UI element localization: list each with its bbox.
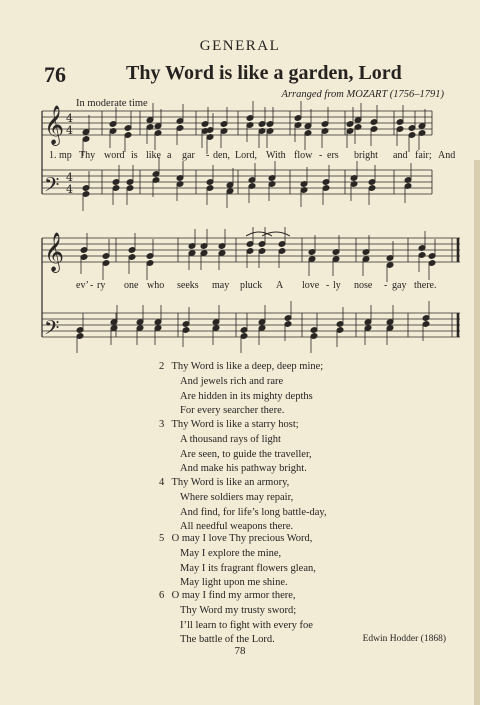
lyric-syllable: - [319, 150, 323, 161]
lyric-syllable: gar [182, 150, 195, 161]
hymn-number: 76 [44, 62, 66, 87]
treble-clef-icon: 𝄞 [44, 232, 65, 272]
stanza-number: 3 [159, 419, 165, 430]
page-number: 78 [234, 645, 246, 657]
stanza-number: 4 [159, 477, 165, 488]
stanza-number: 5 [159, 533, 165, 544]
lyric-syllable: flow [294, 150, 313, 161]
slur [246, 232, 272, 236]
stanza-2: 2 Thy Word is like a deep, deep mine; And jewels rich and rare Are hidden in its mighty depths For every searcher there. [159, 361, 324, 417]
lyric-syllable: one [124, 280, 139, 291]
stanza-4: 4 Thy Word is like an armory, Where soldiers may repair, And find, for life’s long battle-day, All needful weapons there. [159, 477, 327, 533]
stanza-number: 2 [159, 361, 165, 372]
lyric-syllable: ry [97, 280, 106, 291]
stanza-3: 3 Thy Word is like a starry host; A thousand rays of light Are seen, to guide the traveller, And make his pathway bright. [159, 419, 312, 475]
lyric-syllable: may [212, 280, 230, 291]
lyric-syllable: ers [327, 150, 339, 161]
dynamic-marking: 1. mp [49, 150, 72, 161]
lyric-syllable: love [302, 280, 320, 291]
lyric-syllable: bright [354, 150, 378, 161]
bass-clef-icon: 𝄢 [44, 316, 60, 344]
lyric-syllable: a [167, 150, 172, 161]
lyric-syllable: like [146, 150, 161, 161]
stanza-5: 5 O may I love Thy precious Word, May I explore the mine, May I its fragrant flowers glean, May light upon me shine. [159, 533, 316, 589]
lyric-syllable: ev’ [76, 280, 89, 291]
bass-clef-icon: 𝄢 [44, 173, 60, 201]
lyric-syllable: - [206, 150, 210, 161]
tempo-marking: In moderate time [76, 98, 148, 109]
lyric-syllable: - [326, 280, 330, 291]
stanza-number: 6 [159, 590, 165, 601]
lyric-syllable: ly [333, 280, 341, 291]
lyric-syllable: A [276, 280, 284, 291]
hymn-title: Thy Word is like a garden, Lord [126, 62, 402, 84]
lyric-syllable: seeks [177, 280, 199, 291]
lyric-syllable: pluck [240, 280, 263, 291]
lyric-syllable: word [104, 150, 125, 161]
lyric-syllable: And [438, 150, 456, 161]
lyric-syllable: is [131, 150, 138, 161]
bass-staff-2 [42, 313, 460, 337]
arranger-credit: Arranged from MOZART (1756–1791) [281, 89, 444, 100]
section-heading: GENERAL [199, 38, 281, 54]
lyric-syllable: who [147, 280, 165, 291]
lyric-syllable: Thy [79, 150, 96, 161]
stanza-6: 6 O may I find my armor there, Thy Word my trusty sword; I’ll learn to fight with every foe The battle of the Lord. [159, 590, 313, 646]
lyric-syllable: Lord, [235, 150, 257, 161]
lyric-syllable: there. [414, 280, 437, 291]
lyric-syllable: gay [392, 280, 407, 291]
treble-clef-icon: 𝄞 [44, 105, 65, 145]
lyric-syllable: fair; [415, 150, 432, 161]
lyric-syllable: den, [213, 150, 230, 161]
slur [262, 232, 290, 236]
time-signature: 4 [66, 171, 73, 184]
author-credit: Edwin Hodder (1868) [362, 634, 446, 644]
time-signature: 4 [66, 112, 73, 125]
lyric-syllable: and [393, 150, 408, 161]
lyric-syllable: With [266, 150, 286, 161]
lyric-syllable: nose [354, 280, 373, 291]
lyric-syllable: - [90, 280, 94, 291]
time-signature: 4 [66, 124, 73, 137]
lyric-syllable: - [384, 280, 388, 291]
time-signature: 4 [66, 183, 73, 196]
